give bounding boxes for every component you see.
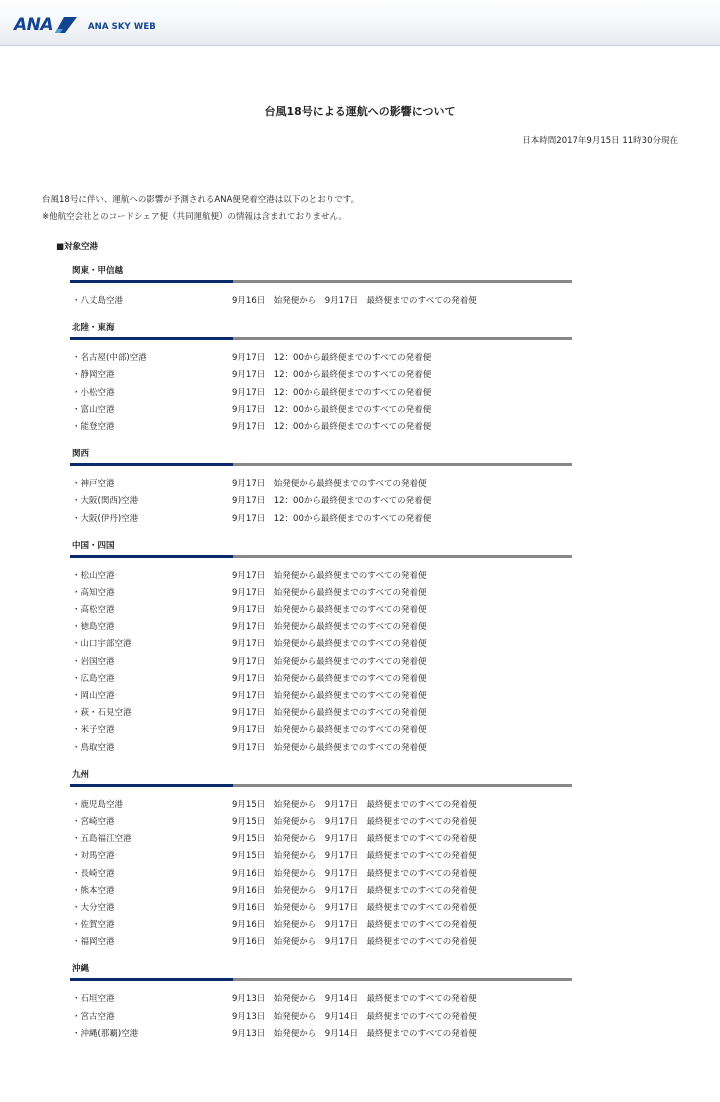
region-divider-accent <box>70 337 233 340</box>
region-title: 北陸・東海 <box>72 323 115 334</box>
airport-name: ・宮崎空港 <box>72 816 115 827</box>
site-header <box>0 0 720 46</box>
airport-name: ・萩・石見空港 <box>72 708 132 719</box>
region-divider <box>70 463 572 466</box>
airport-row <box>70 385 572 402</box>
airport-row <box>70 293 572 310</box>
affected-flights-detail: 9月15日 始発便から 9月17日 最終便までのすべての発着便 <box>232 816 477 827</box>
logo-text: ANA <box>14 15 54 35</box>
region-divider-accent <box>70 784 233 787</box>
airport-name: ・名古屋(中部)空港 <box>72 353 147 364</box>
airport-row <box>70 419 572 436</box>
affected-flights-detail: 9月17日 12：00から最終便までのすべての発着便 <box>232 404 432 415</box>
region-title: 関東・甲信越 <box>72 266 124 276</box>
affected-flights-detail: 9月13日 始発便から 9月14日 最終便までのすべての発着便 <box>232 1011 477 1022</box>
airport-name: ・石垣空港 <box>72 994 115 1005</box>
airport-name: ・小松空港 <box>72 387 115 398</box>
affected-flights-detail: 9月17日 12：00から最終便までのすべての発着便 <box>232 421 432 432</box>
affected-flights-detail: 9月17日 始発便から最終便までのすべての発着便 <box>232 639 427 650</box>
airport-name: ・大阪(伊丹)空港 <box>72 513 139 524</box>
logo-slash-icon <box>55 17 77 33</box>
airport-name: ・岡山空港 <box>72 691 115 701</box>
airport-name: ・高松空港 <box>72 605 115 616</box>
affected-flights-detail: 9月17日 12：00から最終便までのすべての発着便 <box>232 513 432 524</box>
airport-row <box>70 848 572 865</box>
affected-flights-detail: 9月16日 始発便から 9月17日 最終便までのすべての発着便 <box>232 902 477 913</box>
region-title: 九州 <box>72 769 90 780</box>
affected-flights-detail: 9月17日 始発便から最終便までのすべての発着便 <box>232 691 427 701</box>
airport-row <box>70 814 572 831</box>
region-section <box>70 448 572 528</box>
region-section <box>70 769 572 952</box>
airport-row <box>70 367 572 384</box>
affected-flights-detail: 9月15日 始発便から 9月17日 最終便までのすべての発着便 <box>232 834 477 845</box>
airport-name: ・徳島空港 <box>72 622 115 633</box>
airport-row <box>70 900 572 917</box>
airport-name: ・大分空港 <box>72 902 115 913</box>
airport-row <box>70 585 572 602</box>
airport-name: ・長崎空港 <box>72 868 115 879</box>
intro-line-2: ※他航空会社とのコードシェア便（共同運航便）の情報は含まれておりません。 <box>42 212 347 222</box>
airport-name: ・対馬空港 <box>72 851 115 862</box>
airport-name: ・八丈島空港 <box>72 296 124 306</box>
affected-flights-detail: 9月17日 12：00から最終便までのすべての発着便 <box>232 496 432 507</box>
intro-line-1: 台風18号に伴い、運航への影響が予測されるANA便発着空港は以下のとおりです。 <box>42 195 360 205</box>
affected-flights-detail: 9月15日 始発便から 9月17日 最終便までのすべての発着便 <box>232 799 477 810</box>
airport-name: ・沖縄(那覇)空港 <box>72 1028 139 1039</box>
affected-flights-detail: 9月17日 始発便から最終便までのすべての発着便 <box>232 673 427 684</box>
region-title: 中国・四国 <box>72 540 115 551</box>
region-divider-accent <box>70 463 233 466</box>
airport-row <box>70 402 572 419</box>
region-title: 沖縄 <box>72 964 90 975</box>
affected-flights-detail: 9月15日 始発便から 9月17日 最終便までのすべての発着便 <box>232 851 477 862</box>
airport-name: ・神戸空港 <box>72 479 115 490</box>
airport-row <box>70 705 572 722</box>
region-divider <box>70 280 572 283</box>
airport-row <box>70 671 572 688</box>
region-list <box>70 265 572 1055</box>
intro-text <box>42 192 359 226</box>
affected-flights-detail: 9月17日 12：00から最終便までのすべての発着便 <box>232 387 432 398</box>
airport-row <box>70 917 572 934</box>
affected-flights-detail: 9月16日 始発便から 9月17日 最終便までのすべての発着便 <box>232 920 477 931</box>
airport-row <box>70 568 572 585</box>
affected-flights-detail: 9月17日 始発便から最終便までのすべての発着便 <box>232 725 427 736</box>
airport-name: ・福岡空港 <box>72 937 115 948</box>
affected-flights-detail: 9月17日 始発便から最終便までのすべての発着便 <box>232 479 427 490</box>
page-title: 台風18号による運航への影響について <box>264 105 456 118</box>
ana-logo[interactable] <box>14 13 77 37</box>
airport-row <box>70 688 572 705</box>
affected-flights-detail: 9月17日 始発便から最終便までのすべての発着便 <box>232 708 427 719</box>
airport-name: ・静岡空港 <box>72 370 115 381</box>
region-divider <box>70 555 572 558</box>
airport-row <box>70 866 572 883</box>
update-timestamp: 日本時間2017年9月15日 11時30分現在 <box>522 136 678 146</box>
target-airports-heading: ■対象空港 <box>56 242 99 252</box>
affected-flights-detail: 9月17日 始発便から最終便までのすべての発着便 <box>232 622 427 633</box>
affected-flights-detail: 9月17日 始発便から最終便までのすべての発着便 <box>232 742 427 753</box>
airport-name: ・佐賀空港 <box>72 920 115 931</box>
region-divider <box>70 784 572 787</box>
affected-flights-detail: 9月17日 始発便から最終便までのすべての発着便 <box>232 605 427 616</box>
region-title: 関西 <box>72 449 90 460</box>
airport-row <box>70 511 572 528</box>
airport-row <box>70 831 572 848</box>
airport-name: ・米子空港 <box>72 725 115 736</box>
airport-name: ・広島空港 <box>72 673 115 684</box>
affected-flights-detail: 9月13日 始発便から 9月14日 最終便までのすべての発着便 <box>232 994 477 1005</box>
airport-name: ・鳥取空港 <box>72 742 115 753</box>
airport-name: ・大阪(関西)空港 <box>72 496 139 507</box>
airport-row <box>70 636 572 653</box>
affected-flights-detail: 9月17日 始発便から最終便までのすべての発着便 <box>232 570 427 581</box>
affected-flights-detail: 9月17日 始発便から最終便までのすべての発着便 <box>232 587 427 598</box>
airport-row <box>70 740 572 757</box>
airport-name: ・松山空港 <box>72 570 115 581</box>
airport-name: ・山口宇部空港 <box>72 639 132 650</box>
airport-row <box>70 602 572 619</box>
region-section <box>70 540 572 757</box>
airport-row <box>70 722 572 739</box>
region-divider-accent <box>70 555 233 558</box>
airport-row <box>70 350 572 367</box>
airport-row <box>70 619 572 636</box>
airport-name: ・宮古空港 <box>72 1011 115 1022</box>
airport-name: ・鹿児島空港 <box>72 799 124 810</box>
airport-name: ・岩国空港 <box>72 656 115 667</box>
region-divider <box>70 337 572 340</box>
airport-name: ・富山空港 <box>72 404 115 415</box>
region-divider <box>70 978 572 981</box>
affected-flights-detail: 9月17日 始発便から最終便までのすべての発着便 <box>232 656 427 667</box>
airport-row <box>70 883 572 900</box>
region-section <box>70 265 572 310</box>
airport-row <box>70 797 572 814</box>
affected-flights-detail: 9月16日 始発便から 9月17日 最終便までのすべての発着便 <box>232 296 477 306</box>
airport-row <box>70 654 572 671</box>
site-name[interactable]: ANA SKY WEB <box>88 22 156 32</box>
airport-row <box>70 1026 572 1043</box>
affected-flights-detail: 9月16日 始発便から 9月17日 最終便までのすべての発着便 <box>232 937 477 948</box>
airport-name: ・高知空港 <box>72 587 115 598</box>
airport-name: ・熊本空港 <box>72 885 115 896</box>
airport-name: ・能登空港 <box>72 421 115 432</box>
region-divider-accent <box>70 978 233 981</box>
region-section <box>70 963 572 1043</box>
airport-name: ・五島福江空港 <box>72 834 132 845</box>
region-section <box>70 322 572 436</box>
affected-flights-detail: 9月16日 始発便から 9月17日 最終便までのすべての発着便 <box>232 868 477 879</box>
affected-flights-detail: 9月13日 始発便から 9月14日 最終便までのすべての発着便 <box>232 1028 477 1039</box>
airport-row <box>70 1009 572 1026</box>
affected-flights-detail: 9月16日 始発便から 9月17日 最終便までのすべての発着便 <box>232 885 477 896</box>
airport-row <box>70 934 572 951</box>
affected-flights-detail: 9月17日 12：00から最終便までのすべての発着便 <box>232 353 432 364</box>
region-divider-accent <box>70 280 233 283</box>
airport-row <box>70 991 572 1008</box>
affected-flights-detail: 9月17日 12：00から最終便までのすべての発着便 <box>232 370 432 381</box>
airport-row <box>70 476 572 493</box>
airport-row <box>70 493 572 510</box>
